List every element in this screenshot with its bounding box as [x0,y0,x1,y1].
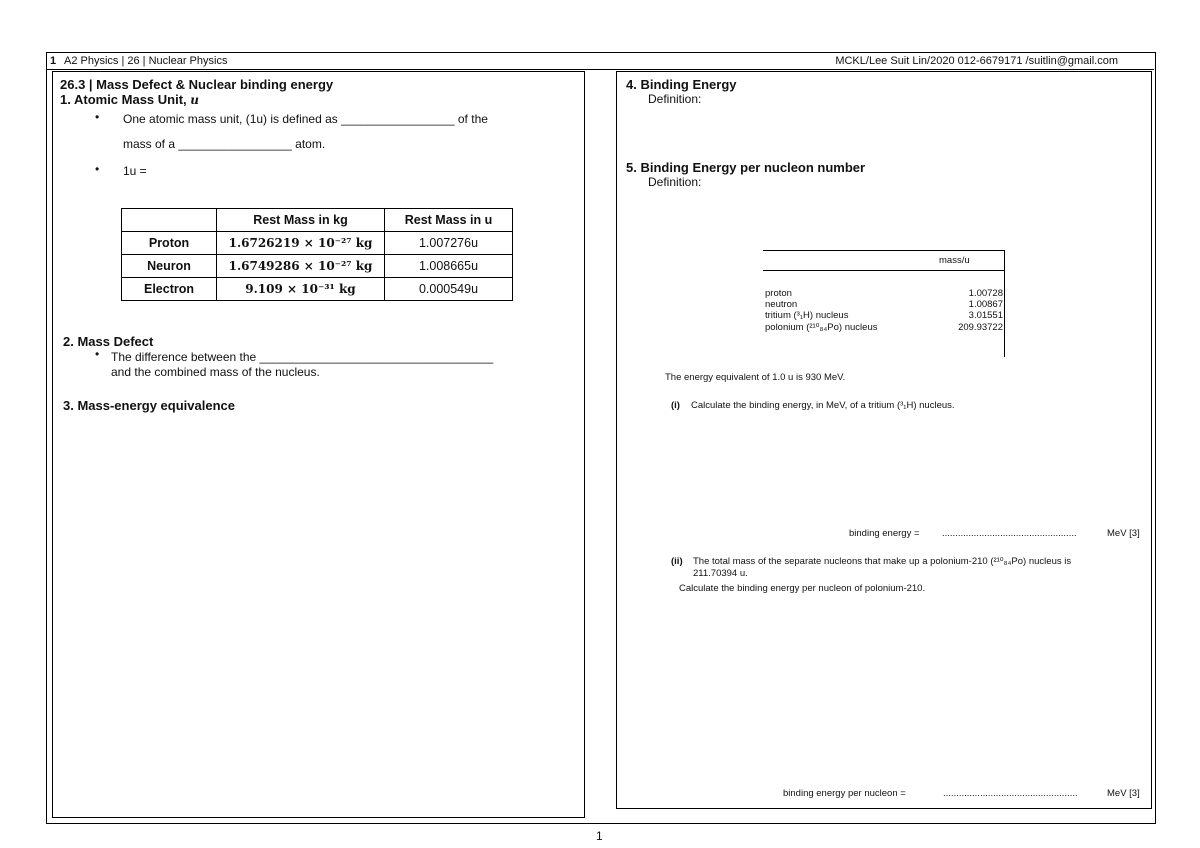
answer2-blank[interactable]: ................................................... [943,788,1078,799]
answer2-label: binding energy per nucleon = [783,788,906,799]
heading-binding-energy: 4. Binding Energy [626,77,737,92]
question-ii-line1: The total mass of the separate nucleons that make up a polonium-210 (²¹⁰₈₄Po) nucleus is [693,556,1072,567]
answer1-blank[interactable]: ................................................... [942,528,1077,539]
table-header-row [122,209,513,232]
table-header-cell: Rest Mass in u [385,209,513,232]
data-row-value: 1.00867 [968,299,1003,310]
mass-defect-line2: and the combined mass of the nucleus. [111,365,320,379]
section-title: 26.3 | Mass Defect & Nuclear binding energy [60,77,334,92]
data-row-name: neutron [765,299,798,310]
data-row-value: 3.01551 [968,310,1003,321]
mass-kg: 9.109 × 10⁻³¹ kg [217,278,385,301]
data-row-value: 209.93722 [958,322,1003,333]
rest-mass-table [121,208,513,301]
data-row-value: 1.00728 [968,288,1003,299]
answer2-unit-marks: MeV [3] [1107,788,1140,799]
amu-definition-line1: One atomic mass unit, (1u) is defined as _________________ of the [123,112,488,126]
question-i-text: Calculate the binding energy, in MeV, of a tritium (³₁H) nucleus. [691,400,955,411]
bullet-dot: • [95,110,100,124]
question-ii-line2: 211.70394 u. [693,568,748,579]
heading-mass-energy-equivalence: 3. Mass-energy equivalence [63,398,235,413]
right-panel [616,71,1152,809]
data-table-header-rule [763,270,1005,271]
energy-equivalent-note: The energy equivalent of 1.0 u is 930 MeV. [665,372,846,383]
header-course-title: A2 Physics | 26 | Nuclear Physics [64,55,228,67]
definition-label: Definition: [648,92,702,106]
heading-atomic-mass-unit [60,92,199,107]
page-header [48,55,1152,69]
mass-u: 1.007276u [385,232,513,255]
mass-kg: 1.6726219 × 10⁻²⁷ kg [217,232,385,255]
amu-definition-line2: mass of a _________________ atom. [123,137,326,151]
particle-name: Electron [122,278,217,301]
data-table-col-header: mass/u [939,255,970,266]
header-author-contact: MCKL/Lee Suit Lin/2020 012-6679171 /suitlin@gmail.com [835,55,1118,67]
data-row-name: proton [765,288,792,299]
table-row [122,255,513,278]
particle-name: Proton [122,232,217,255]
bullet-dot: • [95,162,100,176]
answer1-label: binding energy = [849,528,920,539]
heading-text: 1. Atomic Mass Unit, [60,92,191,107]
particle-name: Neuron [122,255,217,278]
heading-binding-energy-per-nucleon: 5. Binding Energy per nucleon number [626,160,866,175]
data-table-right-rule [1004,250,1005,357]
amu-equals: 1u = [123,164,147,178]
table-header-cell [122,209,217,232]
header-page-number: 1 [50,55,57,67]
heading-mass-defect: 2. Mass Defect [63,334,154,349]
table-header-cell: Rest Mass in kg [217,209,385,232]
data-row-name: tritium (³₁H) nucleus [765,310,849,321]
table-row [122,278,513,301]
left-panel [52,71,585,818]
answer1-unit-marks: MeV [3] [1107,528,1140,539]
bullet-dot: • [95,347,100,361]
data-row-name: polonium (²¹⁰₈₄Po) nucleus [765,322,878,333]
heading-variable: u [190,93,200,107]
data-table-top-rule [763,250,1005,251]
footer-page-number: 1 [596,829,603,843]
mass-u: 0.000549u [385,278,513,301]
question-ii-calc: Calculate the binding energy per nucleon of polonium-210. [679,583,926,594]
mass-defect-line1: The difference between the ___________________________________ [111,350,494,364]
definition-label: Definition: [648,175,702,189]
mass-kg: 1.6749286 × 10⁻²⁷ kg [217,255,385,278]
header-divider [46,69,1154,70]
mass-u: 1.008665u [385,255,513,278]
question-label-ii: (ii) [671,556,683,567]
question-label-i: (i) [671,400,680,411]
table-row [122,232,513,255]
